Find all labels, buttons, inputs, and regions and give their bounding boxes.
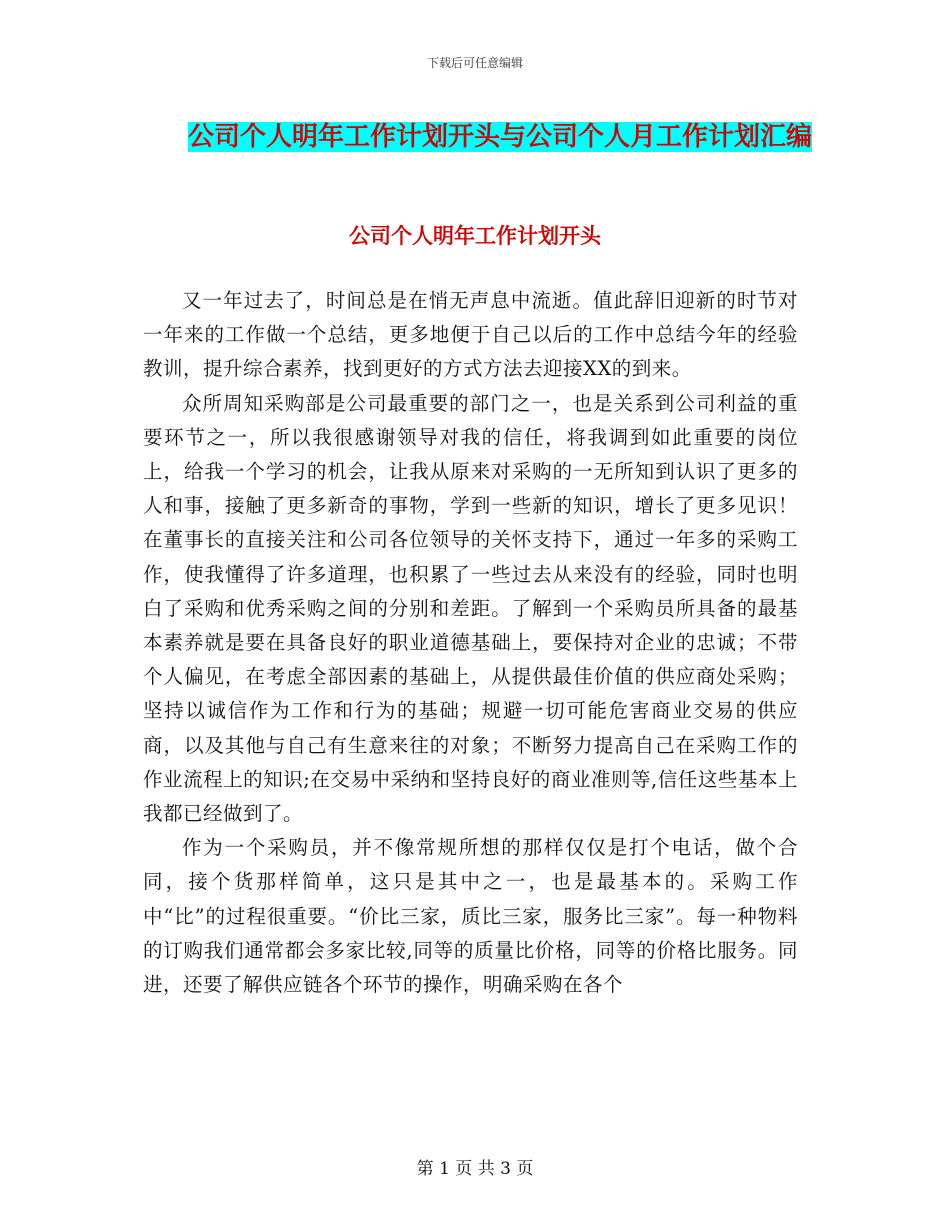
- paragraph-3: 作为一个采购员，并不像常规所想的那样仅仅是打个电话，做个合同，接个货那样简单，这只是其中之一，也是最基本的。采购工作中“比”的过程很重要。“价比三家，质比三家，服务比三家”。每一种物料的订购我们通常都会多家比较,同等的质量比价格，同等的价格比服务。同进，还要了解供应链各个环节的操作，明确采购在各个: [143, 836, 798, 997]
- document-title-text: 公司个人明年工作计划开头与公司个人月工作计划汇编: [187, 122, 812, 152]
- document-title: [150, 112, 850, 162]
- header-note: 下载后可任意编辑: [426, 56, 523, 70]
- body-text: [143, 284, 798, 1002]
- paragraph-2: 众所周知采购部是公司最重要的部门之一，也是关系到公司利益的重要环节之一，所以我很感谢领导对我的信任，将我调到如此重要的岗位上，给我一个学习的机会，让我从原来对采购的一无所知到认识了更多的人和事，接触了更多新奇的事物，学到一些新的知识，增长了更多见识！在董事长的直接关注和公司各位领导的关怀支持下，通过一年多的采购工作，使我懂得了许多道理，也积累了一些过去从来没有的经验，同时也明白了采购和优秀采购之间的分别和差距。了解到一个采购员所具备的最基本素养就是要在具备良好的职业道德基础上，要保持对企业的忠诚；不带个人偏见，在考虑全部因素的基础上，从提供最佳价值的供应商处采购；坚持以诚信作为工作和行为的基础；规避一切可能危害商业交易的供应商，以及其他与自己有生意来往的对象；不断努力提高自己在采购工作的作业流程上的知识;在交易中采纳和坚持良好的商业准则等,信任这些基本上我都已经做到了。: [143, 391, 798, 826]
- paragraph-1: 又一年过去了，时间总是在悄无声息中流逝。值此辞旧迎新的时节对一年来的工作做一个总结，更多地便于自己以后的工作中总结今年的经验教训，提升综合素养，找到更好的方式方法去迎接XX的到来。: [143, 289, 798, 381]
- section-heading: 公司个人明年工作计划开头: [349, 224, 601, 248]
- page-footer: 第 1 页 共 3 页: [416, 1159, 534, 1179]
